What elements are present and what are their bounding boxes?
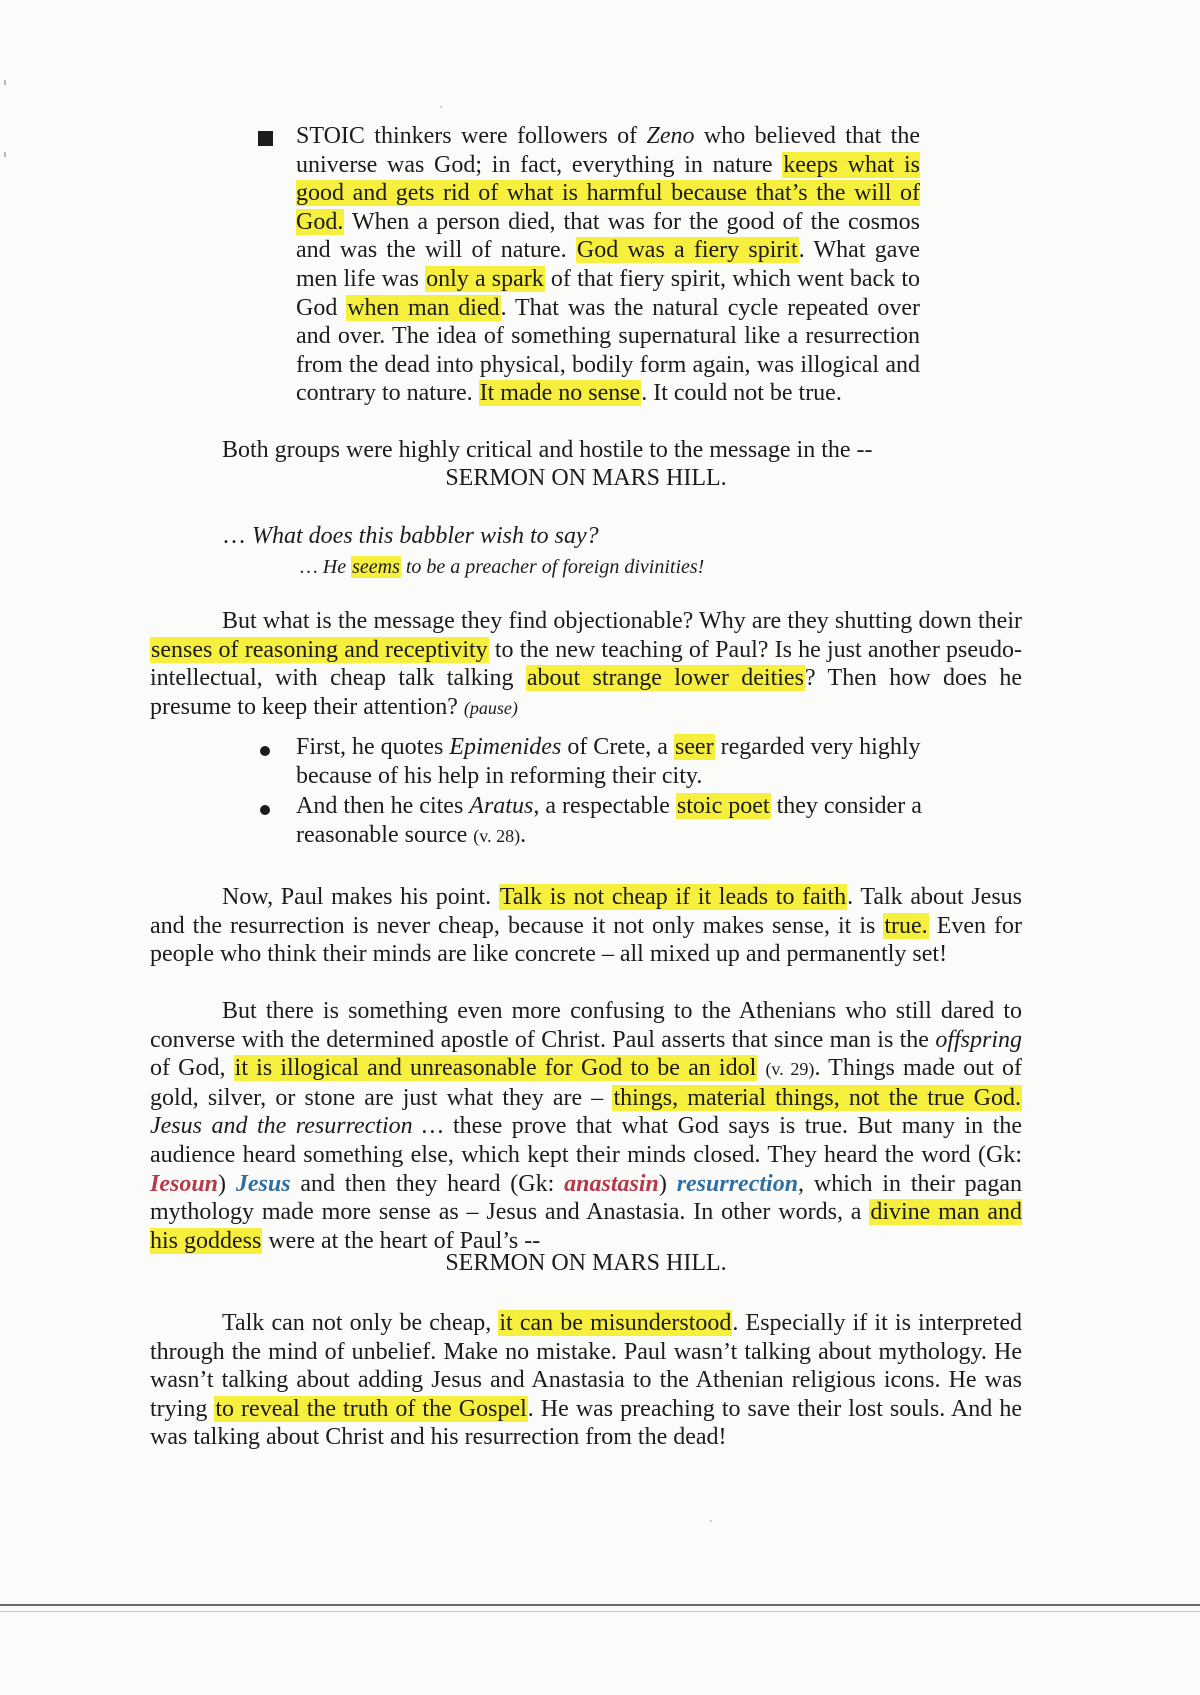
text-run: When a person died, that was for the good of the cosmos and was the will of nature. <box>296 208 920 264</box>
text-run: ) <box>218 1170 236 1197</box>
highlighted-text: it can be misunderstood <box>499 1310 732 1336</box>
name-zeno: Zeno <box>646 123 695 149</box>
both-groups-line: Both groups were highly critical and hostile to the message in the -- <box>222 437 873 463</box>
text-run: … He <box>300 556 352 578</box>
text-run: of Crete, a <box>561 734 674 760</box>
text-run: . It could not be true. <box>641 380 842 407</box>
scan-speck <box>710 1520 712 1522</box>
text-run: And then he cites <box>296 793 470 819</box>
text-run: Talk can not only be cheap, <box>222 1310 499 1336</box>
pause-note: (pause) <box>463 697 518 718</box>
highlighted-text: stoic poet <box>676 793 770 819</box>
text-run: STOIC thinkers were followers of <box>296 123 647 149</box>
greek-anastasin: anastasin <box>564 1170 659 1197</box>
text-run: Even for people who think their minds are like concrete – all mixed up and permanently set! <box>150 912 1023 968</box>
text-run: But what is the message they find objectionable? Why are they shutting down their <box>222 608 1022 634</box>
scan-bottom-edge <box>0 1611 1200 1612</box>
highlighted-text: God was a fiery spirit <box>576 237 798 264</box>
text-run: . What gave men life was <box>296 237 921 292</box>
athenians-paragraph <box>150 997 1022 1255</box>
text-run: ) <box>658 1170 677 1197</box>
text-run: these prove that what God says is true. But many in the audience heard something else, which kept their minds closed. They heard the word (Gk: <box>150 1113 1022 1168</box>
verse-ref: (v. 29) <box>765 1059 815 1080</box>
text-run: of God, <box>150 1055 234 1082</box>
highlighted-text: seems <box>352 556 400 578</box>
highlighted-text: Talk is not cheap if it leads to faith <box>499 884 847 910</box>
highlighted-text: divine man and his goddess <box>150 1199 1022 1254</box>
highlighted-text: things, material things, not the true God. <box>613 1084 1021 1111</box>
highlighted-text: it is illogical and unreasonable for God to be an idol <box>234 1055 757 1082</box>
term-jesus-resurrection: Jesus and the resurrection … <box>150 1113 444 1140</box>
text-run: . That was the natural cycle repeated over and over. The idea of something supernatural like a resurrection from the dead into physical, bodily form again, was illogical and contrary to nature. <box>296 294 920 407</box>
highlighted-text: keeps what is good and gets rid of what is harmful because that’s the will of God. <box>296 151 921 235</box>
text-run: , a respectable <box>533 793 676 819</box>
word-jesus: Jesus <box>235 1170 291 1197</box>
text-run: First, he quotes <box>296 734 450 760</box>
square-bullet-icon <box>258 131 273 146</box>
quote-line-1 <box>222 522 599 551</box>
highlighted-text: only a spark <box>426 265 544 292</box>
highlighted-text: true. <box>884 912 928 939</box>
stoic-paragraph <box>296 122 920 408</box>
quote-text: What does this babbler wish to say? <box>252 523 599 549</box>
text-run: But there is something even more confusing to the Athenians who still dared to converse with the determined apostle of Christ. Paul asserts that since man is the <box>150 998 1022 1053</box>
scan-bottom-edge <box>0 1604 1200 1606</box>
term-offspring: offspring <box>935 1026 1022 1053</box>
text-run: . <box>520 821 527 848</box>
text-run: Now, Paul makes his point. <box>222 884 499 910</box>
text-run: who believed that the universe was God; in fact, everything in nature <box>296 123 921 178</box>
verse-ref: (v. 28) <box>473 825 521 846</box>
highlighted-text: seer <box>674 734 714 760</box>
highlighted-text: It made no sense <box>479 380 641 407</box>
text-run: , which in their pagan mythology made more sense as – Jesus and Anastasia. In other words, a <box>150 1170 1022 1226</box>
scan-edge-mark <box>4 80 6 85</box>
sermon-heading: SERMON ON MARS HILL. <box>445 1250 727 1276</box>
word-resurrection: resurrection <box>676 1170 799 1197</box>
highlighted-text: to reveal the truth of the Gospel <box>215 1395 527 1422</box>
quote-line-2 <box>300 553 704 582</box>
round-bullet-icon <box>260 746 270 756</box>
objectionable-paragraph <box>150 607 1022 722</box>
text-run: to the new teaching of Paul? Is he just another pseudo-intellectual, with cheap talk talking <box>150 636 1022 692</box>
text-run: . Things made out of gold, silver, or stone are just what they are – <box>150 1055 1022 1111</box>
scan-edge-mark <box>4 152 6 157</box>
point-paragraph <box>150 883 1022 969</box>
name-epimenides: Epimenides <box>449 734 562 760</box>
text-run: . He was preaching to save their lost souls. And he was talking about Christ and his resurrection from the dead! <box>150 1395 1022 1451</box>
highlighted-text: when man died <box>347 294 500 321</box>
text-run: regarded very highly because of his help in reforming their city. <box>296 734 921 789</box>
name-aratus: Aratus <box>469 793 534 819</box>
sermon-heading: SERMON ON MARS HILL. <box>445 465 727 491</box>
text-run: ? Then how does he presume to keep their attention? <box>150 665 1023 720</box>
bullet-epimenides <box>296 733 936 790</box>
round-bullet-icon <box>260 805 270 815</box>
text-run: … <box>222 523 252 549</box>
scan-speck <box>440 106 442 108</box>
text-run: they consider a reasonable source <box>296 793 922 848</box>
highlighted-text: about strange lower deities <box>526 665 804 692</box>
text-run: . Especially if it is interpreted through the mind of unbelief. Make no mistake. Paul wasn’t talking about mythology. He wasn’t talking about adding Jesus and Anastasia to the Athenian religious icons. He was trying <box>150 1310 1022 1422</box>
bullet-aratus <box>296 792 936 850</box>
text-run: and then they heard (Gk: <box>290 1170 565 1197</box>
text-run: were at the heart of Paul’s -- <box>262 1227 541 1254</box>
text-run: of that fiery spirit, which went back to God <box>296 265 920 321</box>
highlighted-text: senses of reasoning and receptivity <box>151 636 488 663</box>
text-run: to be a preacher of foreign divinities! <box>400 556 705 578</box>
closing-paragraph <box>150 1309 1022 1452</box>
text-run: . Talk about Jesus and the resurrection is never cheap, because it not only makes sense, it is <box>150 884 1022 939</box>
greek-iesoun: Iesoun <box>150 1170 219 1197</box>
